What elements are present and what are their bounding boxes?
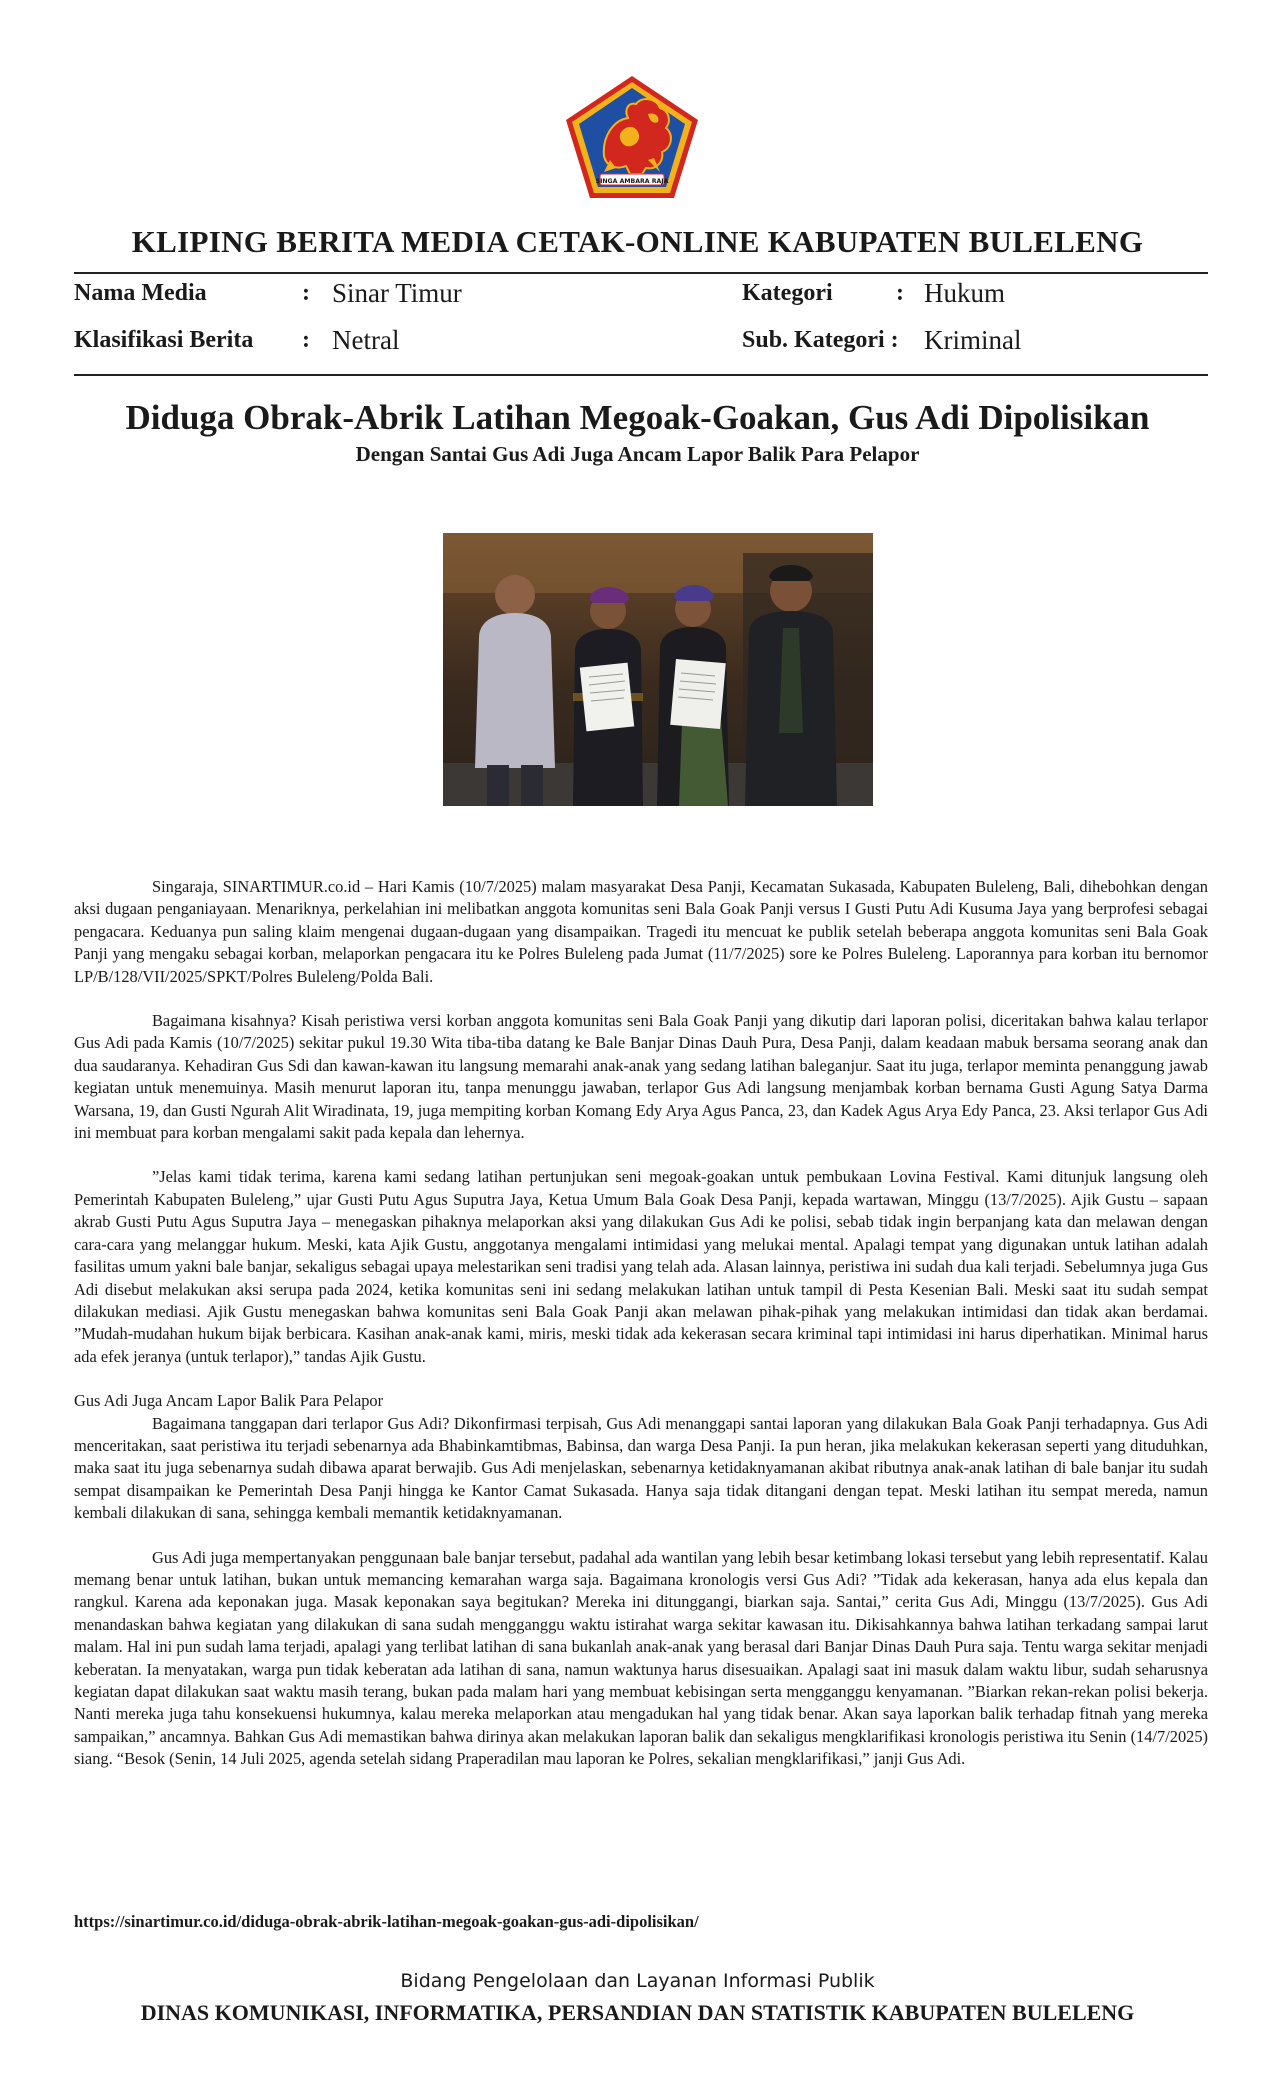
category-label: Kategori [742,280,833,306]
category-value: Hukum [924,278,1005,308]
article-headline: Diduga Obrak-Abrik Latihan Megoak-Goakan, Gus Adi Dipolisikan [125,398,1150,437]
category-colon: : [896,280,904,306]
article-section-title: Gus Adi Juga Ancam Lapor Balik Para Pelapor [74,1391,384,1411]
media-name-colon: : [302,280,310,306]
footer-agency: DINAS KOMUNIKASI, INFORMATIKA, PERSANDIAN DAN STATISTIK KABUPATEN BULELENG [140,2000,1135,2025]
media-name-value: Sinar Timur [332,278,462,308]
article-paragraph: Singaraja, SINARTIMUR.co.id – Hari Kamis (10/7/2025) malam masyarakat Desa Panji, Kecamatan Sukasada, Kabupaten Buleleng, Bali, dihebohkan dengan aksi dugaan penganiayaan. Menariknya, perkelahian ini melibatkan anggota komunitas seni Bala Goak Panji versus I Gusti Putu Adi Kusuma Jaya yang berprofesi sebagai pengacara. Keduanya pun saling klaim mengenai dugaan-dugaan yang disampaikan. Tragedi itu mencuat ke publik setelah beberapa anggota komunitas seni Bala Goak Panji yang mengaku sebagai korban, melaporkan pengacara itu ke Polres Buleleng pada Jumat (11/7/2025) sore ke Polres Buleleng. Laporannya para korban itu bernomor LP/B/128/VII/2025/SPKT/Polres Buleleng/Polda Bali. [74,877,1208,986]
article-paragraph: ”Jelas kami tidak terima, karena kami sedang latihan pertunjukan seni megoak-goakan untuk pembukaan Lovina Festival. Kami ditunjuk langsung oleh Pemerintah Kabupaten Buleleng,” ujar Gusti Putu Agus Suputra Jaya, Ketua Umum Bala Goak Desa Panji, kepada wartawan, Minggu (13/7/2025). Ajik Gustu – sapaan akrab Gusti Putu Agus Suputra Jaya – menegaskan pihaknya melaporkan aksi yang dilakukan Gus Adi ke polisi, sebab tidak ingin berpanjang kata dan melawan dengan cara-cara yang melanggar hukum. Meski, kata Ajik Gustu, anggotanya mengalami intimidasi yang melukai mental. Apalagi tempat yang digunakan untuk latihan adalah fasilitas umum yakni bale banjar, sekaligus sebagai upaya melestarikan seni tradisi yang telah ada. Alasan lainnya, peristiwa ini sudah dua kali terjadi. Sebelumnya juga Gus Adi disebut melakukan aksi serupa pada 2024, ketika komunitas seni ini sedang melakukan latihan untuk tampil di Pesta Kesenian Bali. Meski saat itu sudah sempat dilakukan mediasi. Ajik Gustu menegaskan bahwa komunitas seni Bala Goak Panji akan melawan pihak-pihak yang melakukan intimidasi dan tidak akan berdamai. ”Mudah-mudahan hukum bijak berbicara. Kasihan anak-anak kami, miris, meski tidak ada kekerasan secara kriminal tapi intimidasi ini harus diperhatikan. Minimal harus ada efek jeranya (untuk terlapor),” tandas Ajik Gustu. [74,1167,1208,1366]
subcategory-label: Sub. Kategori : [742,327,899,353]
article-subheadline: Dengan Santai Gus Adi Juga Ancam Lapor Balik Para Pelapor [355,442,920,466]
logo-motto: SINGA AMBARA RAJA [595,178,669,185]
meta-table [74,280,1208,372]
classification-colon: : [302,327,310,353]
footer-department: Bidang Pengelolaan dan Layanan Informasi Publik [400,1970,875,1992]
classification-label: Klasifikasi Berita [74,327,254,353]
media-name-label: Nama Media [74,280,207,306]
clipping-title: KLIPING BERITA MEDIA CETAK-ONLINE KABUPATEN BULELENG [131,224,1144,259]
article-paragraph: Gus Adi juga mempertanyakan penggunaan bale banjar tersebut, padahal ada wantilan yang lebih besar ketimbang lokasi tersebut yang lebih representatif. Kalau memang benar untuk latihan, bukan untuk memancing kemarahan warga saja. Bagaimana kronologis versi Gus Adi? ”Tidak ada kekerasan, hanya ada elus kepala dan rangkul. Karena ada keponakan juga. Masak keponakan saya begitukan? Mereka ini ditunggangi, biarkan saja. Santai,” cerita Gus Adi, Minggu (13/7/2025). Gus Adi menandaskan bahwa kegiatan yang dilakukan di sana sudah mengganggu waktu istirahat warga sekitar kawasan itu. Dikisahkannya bahwa latihan terkadang sampai larut malam. Hal ini pun sudah lama terjadi, apalagi yang terlibat latihan di sana bukanlah anak-anak yang berasal dari Banjar Dinas Dauh Pura saja. Tentu warga sekitar menjadi keberatan. Ia menyatakan, warga pun tidak keberatan ada latihan di sana, namun waktunya harus disesuaikan. Apalagi saat ini masuk dalam waktu libur, sudah seharusnya kegiatan dapat dilakukan saat waktu masih terang, bukan pada malam hari yang membuat kebisingan serta mengganggu kenyamanan. ”Biarkan rekan-rekan polisi bekerja. Nanti mereka juga tahu konsekuensi hukumnya, kalau mereka melaporkan atau mengadukan hal yang tidak benar. Akan saya laporkan balik terhadap fitnah yang mereka sampaikan,” ancamnya. Bahkan Gus Adi memastikan bahwa dirinya akan melakukan laporan balik dan sekaligus mengklarifikasi kronologis peristiwa itu Senin (14/7/2025) siang. “Besok (Senin, 14 Juli 2025, agenda setelah sidang Praperadilan mau laporan ke Polres, sekalian mengklarifikasi,” janji Gus Adi. [74,1547,1208,1769]
article-paragraph: Bagaimana tanggapan dari terlapor Gus Adi? Dikonfirmasi terpisah, Gus Adi menanggapi santai laporan yang dilakukan Bala Goak Panji terhadapnya. Gus Adi menceritakan, saat peristiwa itu terjadi sebenarnya ada Bhabinkamtibmas, Babinsa, dan warga Desa Panji. Ia pun heran, jika melakukan kekerasan seperti yang dituduhkan, maka saat itu juga sebenarnya sudah dibawa aparat berwajib. Gus Adi menjelaskan, sebenarnya ketidaknyamanan akibat ributnya anak-anak latihan di bale banjar itu sudah sempat disampaikan ke Pemerintah Desa Panji hingga ke Kantor Camat Sukasada. Hanya saja tidak ditangani dengan tepat. Meski latihan itu sempat mereda, namun kembali dilakukan di sana, sehingga kembali memantik ketidaknyamanan. [74,1413,1208,1523]
subcategory-value: Kriminal [924,325,1022,355]
source-link[interactable]: https://sinartimur.co.id/diduga-obrak-abrik-latihan-megoak-goakan-gus-adi-dipolisikan/ [74,1912,699,1931]
header-bottom-rule [74,374,1208,376]
article-photo [443,533,873,806]
classification-value: Netral [332,325,400,355]
article-body [74,876,1208,1793]
buleleng-crest-logo [564,74,700,200]
article-paragraph: Bagaimana kisahnya? Kisah peristiwa versi korban anggota komunitas seni Bala Goak Panji yang dikutip dari laporan polisi, diceritakan bahwa kalau terlapor Gus Adi pada Kamis (10/7/2025) sekitar pukul 19.30 Wita tiba-tiba datang ke Bale Banjar Dinas Dauh Pura, Desa Panji, dalam keadaan mabuk bersama seorang anak dan dua saudaranya. Kehadiran Gus Sdi dan kawan-kawan itu langsung memarahi anak-anak yang sedang latihan baleganjur. Saat itu juga, terlapor meminta penanggung jawab kegiatan untuk menemuinya. Masih menurut laporan itu, tanpa menunggu jawaban, terlapor Gus Adi langsung menjambak korban bernama Gusti Agung Satya Darma Warsana, 19, dan Gusti Ngurah Alit Wiradinata, 19, juga mempiting korban Komang Edy Arya Agus Panca, 23, dan Kadek Agus Arya Edy Panca, 23. Aksi terlapor Gus Adi ini membuat para korban mengalami sakit pada kepala dan lehernya. [74,1011,1208,1143]
header-top-rule [74,272,1208,274]
